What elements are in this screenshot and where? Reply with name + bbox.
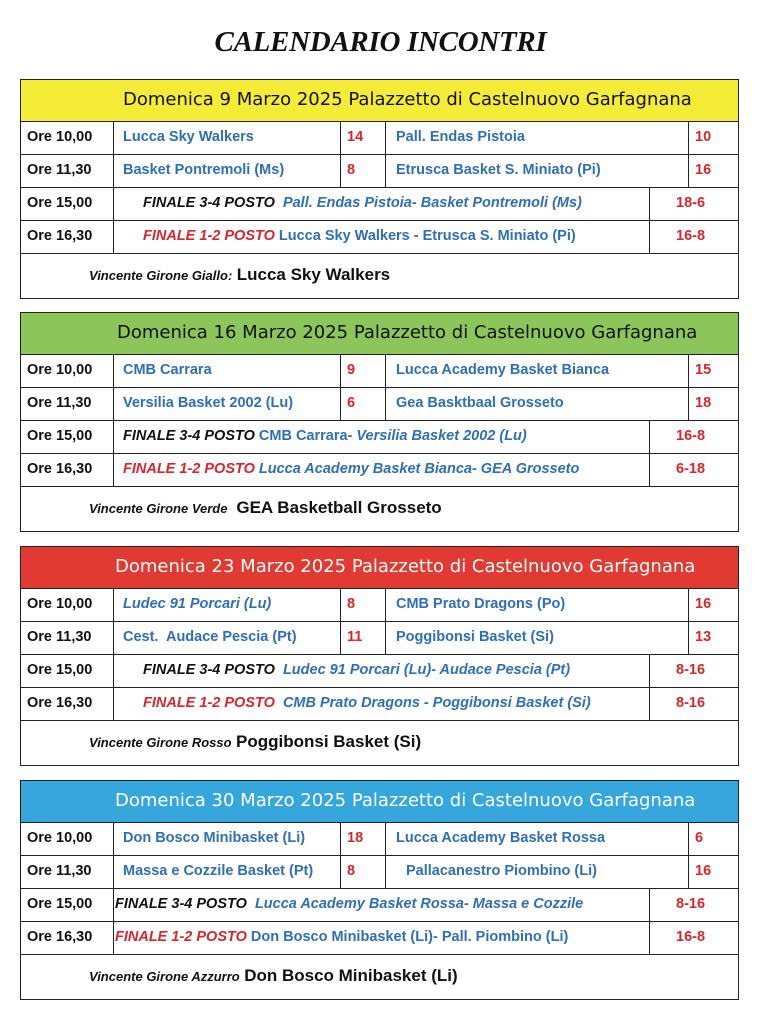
- home-score: 14: [347, 129, 364, 145]
- final-score: 16-8: [676, 929, 706, 945]
- match-time: Ore 10,00: [27, 362, 93, 378]
- final-line: [143, 188, 582, 220]
- final-score: 18-6: [676, 195, 706, 211]
- day-header: Domenica 9 Marzo 2025 Palazzetto di Castelnuovo Garfagnana: [21, 80, 738, 122]
- match-time: Ore 10,00: [27, 596, 93, 612]
- winner-label: Vincente Girone Azzurro: [89, 969, 240, 984]
- final-teams: Ludec 91 Porcari (Lu)- Audace Pescia (Pt): [282, 662, 571, 678]
- final-label: FINALE 1-2 POSTO: [123, 461, 255, 477]
- final-score: 8-16: [676, 695, 706, 711]
- final-row: [21, 655, 738, 688]
- home-score: 11: [347, 629, 363, 645]
- away-score: 16: [695, 596, 712, 612]
- final-teams-b: Versilia Basket 2002 (Lu): [356, 428, 527, 444]
- winner-name: Don Bosco Minibasket (Li): [244, 966, 458, 985]
- final-time: Ore 15,00: [27, 195, 93, 211]
- match-row: [21, 122, 738, 155]
- day-block-4: [20, 780, 739, 1000]
- match-time: Ore 10,00: [27, 129, 93, 145]
- final-row: [21, 922, 738, 955]
- final-score: 8-16: [676, 662, 706, 678]
- final-score: 6-18: [676, 461, 706, 477]
- final-time: Ore 15,00: [27, 896, 93, 912]
- final-time: Ore 16,30: [27, 929, 93, 945]
- away-score: 18: [695, 395, 712, 411]
- final-row: [21, 421, 738, 454]
- home-score: 9: [347, 362, 356, 378]
- match-row: [21, 589, 738, 622]
- winner-label: Vincente Girone Rosso: [89, 735, 232, 750]
- away-team: Gea Basktbaal Grosseto: [396, 395, 564, 411]
- final-row: [21, 688, 738, 721]
- winner-name: Poggibonsi Basket (Si): [236, 732, 422, 751]
- winner-name: GEA Basketball Grosseto: [236, 498, 442, 517]
- match-row: [21, 622, 738, 655]
- final-teams: Don Bosco Minibasket (Li)- Pall. Piombino (Li): [250, 929, 569, 945]
- final-line: [143, 221, 576, 253]
- away-score: 10: [695, 129, 712, 145]
- final-teams: Lucca Academy Basket Rossa- Massa e Cozzile: [254, 896, 584, 912]
- away-score: 16: [695, 162, 712, 178]
- final-teams-a: CMB Carrara-: [258, 428, 353, 444]
- home-score: 8: [347, 162, 356, 178]
- winner-row: [21, 955, 738, 999]
- final-label: FINALE 1-2 POSTO: [143, 695, 275, 711]
- day-header: Domenica 23 Marzo 2025 Palazzetto di Castelnuovo Garfagnana: [21, 547, 738, 589]
- final-label: FINALE 3-4 POSTO: [143, 662, 275, 678]
- final-row: [21, 188, 738, 221]
- final-score: 8-16: [676, 896, 706, 912]
- match-row: [21, 856, 738, 889]
- match-row: [21, 155, 738, 188]
- match-time: Ore 11,30: [27, 162, 92, 178]
- final-time: Ore 16,30: [27, 461, 93, 477]
- page-title: CALENDARIO INCONTRI: [214, 26, 547, 58]
- away-score: 15: [695, 362, 712, 378]
- match-row: [21, 823, 738, 856]
- final-time: Ore 15,00: [27, 662, 93, 678]
- away-team: Pall. Endas Pistoia: [396, 129, 525, 145]
- winner-row: [21, 487, 738, 531]
- day-block-3: [20, 546, 739, 766]
- home-score: 6: [347, 395, 356, 411]
- match-time: Ore 11,30: [27, 395, 92, 411]
- away-team: Pallacanestro Piombino (Li): [406, 863, 597, 879]
- winner-label: Vincente Girone Verde: [89, 501, 228, 516]
- winner-name: Lucca Sky Walkers: [236, 265, 391, 284]
- home-team: Massa e Cozzile Basket (Pt): [123, 863, 314, 879]
- final-teams: CMB Prato Dragons - Poggibonsi Basket (Si): [282, 695, 591, 711]
- final-line: [123, 421, 527, 453]
- match-time: Ore 10,00: [27, 830, 93, 846]
- away-score: 6: [695, 830, 704, 846]
- day-block-2: [20, 312, 739, 532]
- match-row: [21, 388, 738, 421]
- final-line: [143, 688, 591, 720]
- final-teams: Lucca Sky Walkers - Etrusca S. Miniato (Pi): [278, 228, 576, 244]
- final-label: FINALE 1-2 POSTO: [115, 929, 247, 945]
- day-block-1: [20, 79, 739, 299]
- final-teams: Lucca Academy Basket Bianca- GEA Grosseto: [258, 461, 580, 477]
- home-team: Don Bosco Minibasket (Li): [123, 830, 306, 846]
- away-team: CMB Prato Dragons (Po): [396, 596, 566, 612]
- home-score: 18: [347, 830, 364, 846]
- final-time: Ore 16,30: [27, 228, 93, 244]
- final-time: Ore 15,00: [27, 428, 93, 444]
- final-line: [115, 922, 568, 954]
- final-line: [115, 889, 583, 921]
- away-score: 13: [695, 629, 712, 645]
- home-team: Cest. Audace Pescia (Pt): [123, 629, 297, 645]
- away-score: 16: [695, 863, 712, 879]
- away-team: Poggibonsi Basket (Si): [396, 629, 554, 645]
- match-time: Ore 11,30: [27, 629, 92, 645]
- home-team: CMB Carrara: [123, 362, 212, 378]
- final-teams: Pall. Endas Pistoia- Basket Pontremoli (Ms): [282, 195, 582, 211]
- away-team: Lucca Academy Basket Rossa: [396, 830, 606, 846]
- home-score: 8: [347, 863, 356, 879]
- final-label: FINALE 3-4 POSTO: [143, 195, 275, 211]
- home-team: Basket Pontremoli (Ms): [123, 162, 285, 178]
- final-line: [143, 655, 570, 687]
- final-line: [123, 454, 579, 486]
- winner-row: [21, 254, 738, 298]
- day-header: Domenica 30 Marzo 2025 Palazzetto di Castelnuovo Garfagnana: [21, 781, 738, 823]
- away-team: Lucca Academy Basket Bianca: [396, 362, 610, 378]
- final-label: FINALE 3-4 POSTO: [123, 428, 255, 444]
- final-label: FINALE 3-4 POSTO: [115, 896, 247, 912]
- final-score: 16-8: [676, 228, 706, 244]
- match-row: [21, 355, 738, 388]
- final-row: [21, 889, 738, 922]
- final-row: [21, 454, 738, 487]
- final-score: 16-8: [676, 428, 706, 444]
- final-row: [21, 221, 738, 254]
- match-time: Ore 11,30: [27, 863, 92, 879]
- final-label: FINALE 1-2 POSTO: [143, 228, 275, 244]
- day-header: Domenica 16 Marzo 2025 Palazzetto di Castelnuovo Garfagnana: [21, 313, 738, 355]
- home-team: Versilia Basket 2002 (Lu): [123, 395, 294, 411]
- final-time: Ore 16,30: [27, 695, 93, 711]
- away-team: Etrusca Basket S. Miniato (Pi): [396, 162, 601, 178]
- home-team: Lucca Sky Walkers: [123, 129, 254, 145]
- winner-label: Vincente Girone Giallo:: [89, 268, 233, 283]
- home-team: Ludec 91 Porcari (Lu): [123, 596, 272, 612]
- home-score: 8: [347, 596, 356, 612]
- winner-row: [21, 721, 738, 765]
